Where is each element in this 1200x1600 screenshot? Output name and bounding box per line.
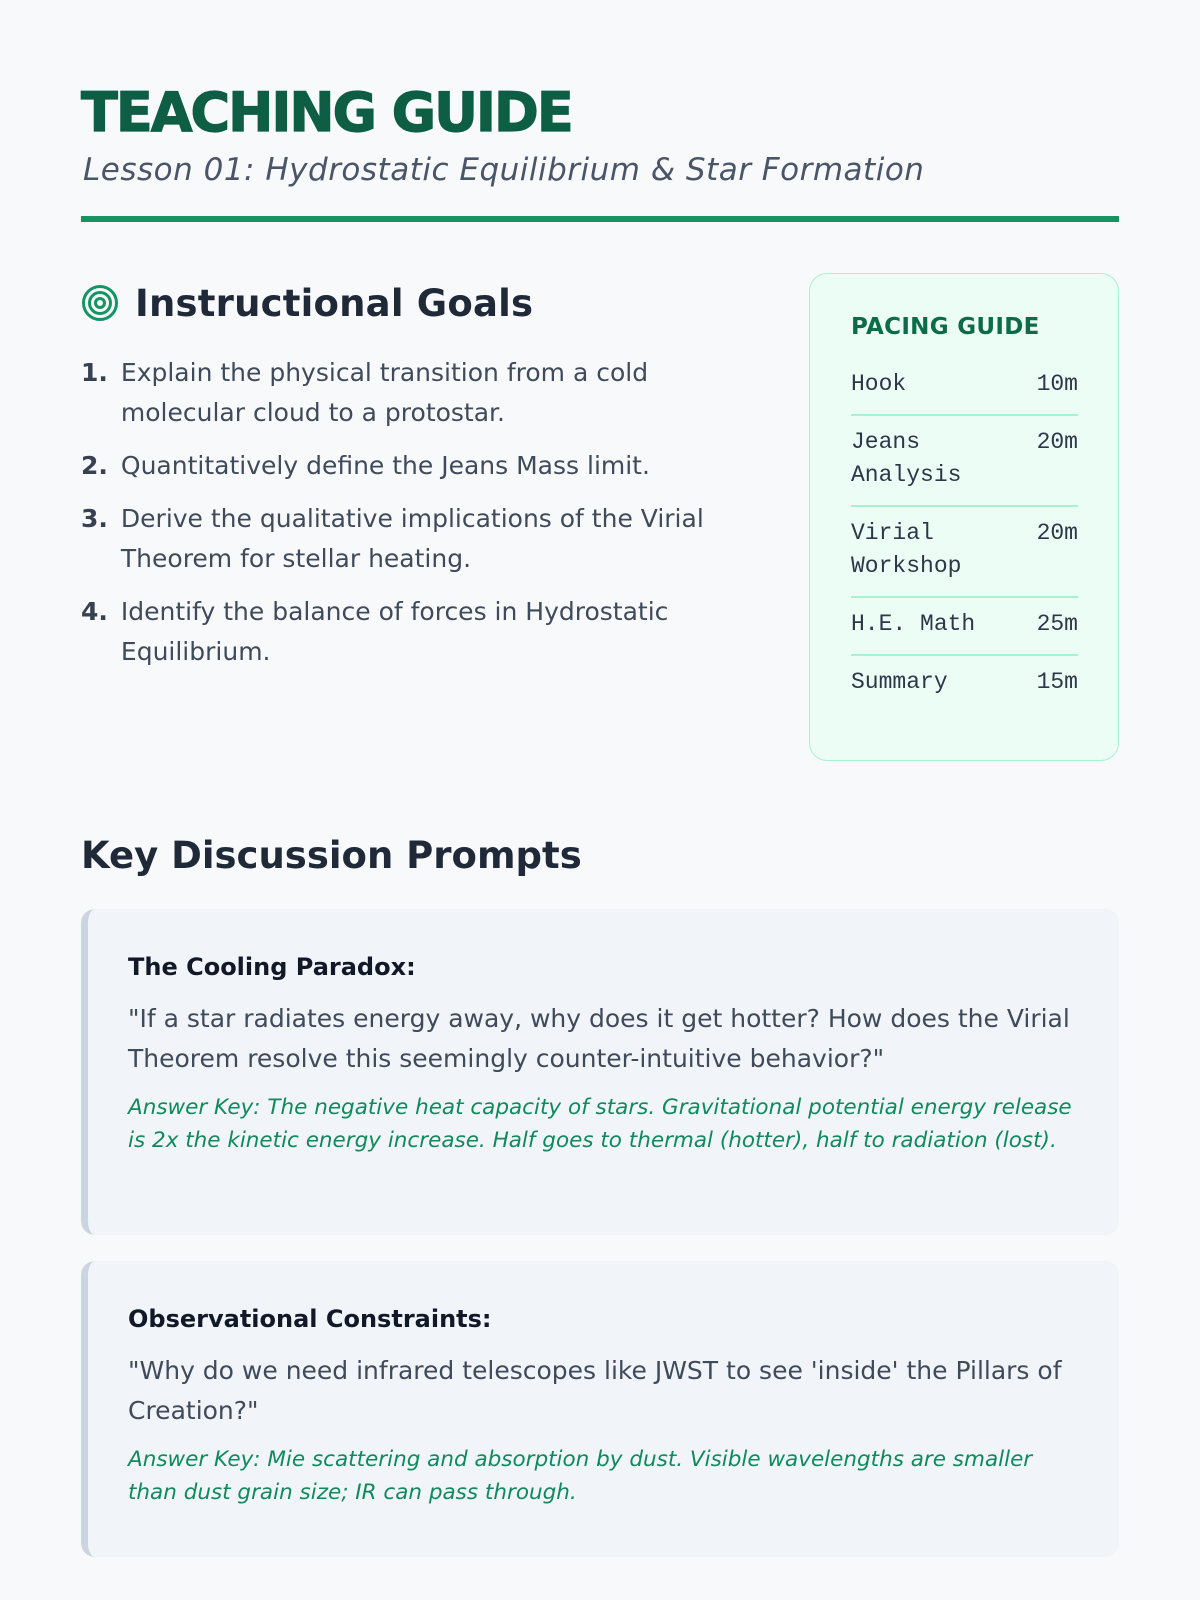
goals-list [81,353,721,672]
top-section [81,275,1119,761]
goal-text: Derive the qualitative implications of the Virial Theorem for stellar heating. [120,504,704,573]
discussion-prompt-card [81,1261,1119,1557]
pacing-activity: H.E. Math [851,611,976,637]
goal-item [81,592,721,672]
goal-text: Quantitatively define the Jeans Mass limit. [120,451,650,480]
pacing-time: 20m [1036,429,1078,455]
prompt-question: "Why do we need infrared telescopes like JWST to see 'inside' the Pillars of Creation?" [128,1356,1062,1425]
page-title: TEACHING GUIDE [81,81,572,144]
goal-item [81,499,721,579]
goal-number: 2. [81,451,108,480]
instructional-goals-section [81,275,721,685]
answer-key: Answer Key: Mie scattering and absorption by dust. Visible wavelengths are smaller than dust grain size; IR can pass through. [128,1447,1033,1505]
pacing-activity: Virial Workshop [851,520,962,579]
goal-item [81,353,721,433]
pacing-time: 25m [1036,611,1078,637]
pacing-row [851,598,1078,656]
pacing-row [851,358,1078,416]
pacing-time: 20m [1036,520,1078,546]
target-icon [81,284,119,322]
discussion-prompt-card [81,909,1119,1235]
pacing-row [851,656,1078,712]
discussion-prompts-heading: Key Discussion Prompts [81,834,582,877]
goals-heading-text: Instructional Goals [135,281,534,325]
pacing-row [851,507,1078,598]
prompt-question: "If a star radiates energy away, why does it get hotter? How does the Virial Theorem resolve this seemingly counter-intuitive behavior?" [128,1004,1070,1073]
pacing-guide-title: PACING GUIDE [851,314,1040,340]
pacing-activity: Jeans Analysis [851,429,962,488]
answer-key: Answer Key: The negative heat capacity of stars. Gravitational potential energy release is 2x the kinetic energy increase. Half goes to thermal (hotter), half to radiation (lost). [128,1095,1072,1153]
pacing-activity: Hook [851,371,907,397]
prompt-title: Observational Constraints: [128,1305,492,1333]
goal-item [81,446,721,486]
goal-text: Identify the balance of forces in Hydrostatic Equilibrium. [120,597,669,666]
pacing-activity: Summary [851,669,948,695]
lesson-subtitle: Lesson 01: Hydrostatic Equilibrium & Star Formation [83,152,925,188]
goal-number: 3. [81,504,108,533]
pacing-time: 10m [1036,371,1078,397]
goal-number: 1. [81,358,108,387]
goals-heading [81,275,721,331]
goal-number: 4. [81,597,108,626]
pacing-time: 15m [1036,669,1078,695]
header-divider [81,216,1119,222]
prompt-title: The Cooling Paradox: [128,953,416,981]
goal-text: Explain the physical transition from a cold molecular cloud to a protostar. [120,358,649,427]
pacing-guide-card [809,273,1119,761]
pacing-row [851,416,1078,507]
